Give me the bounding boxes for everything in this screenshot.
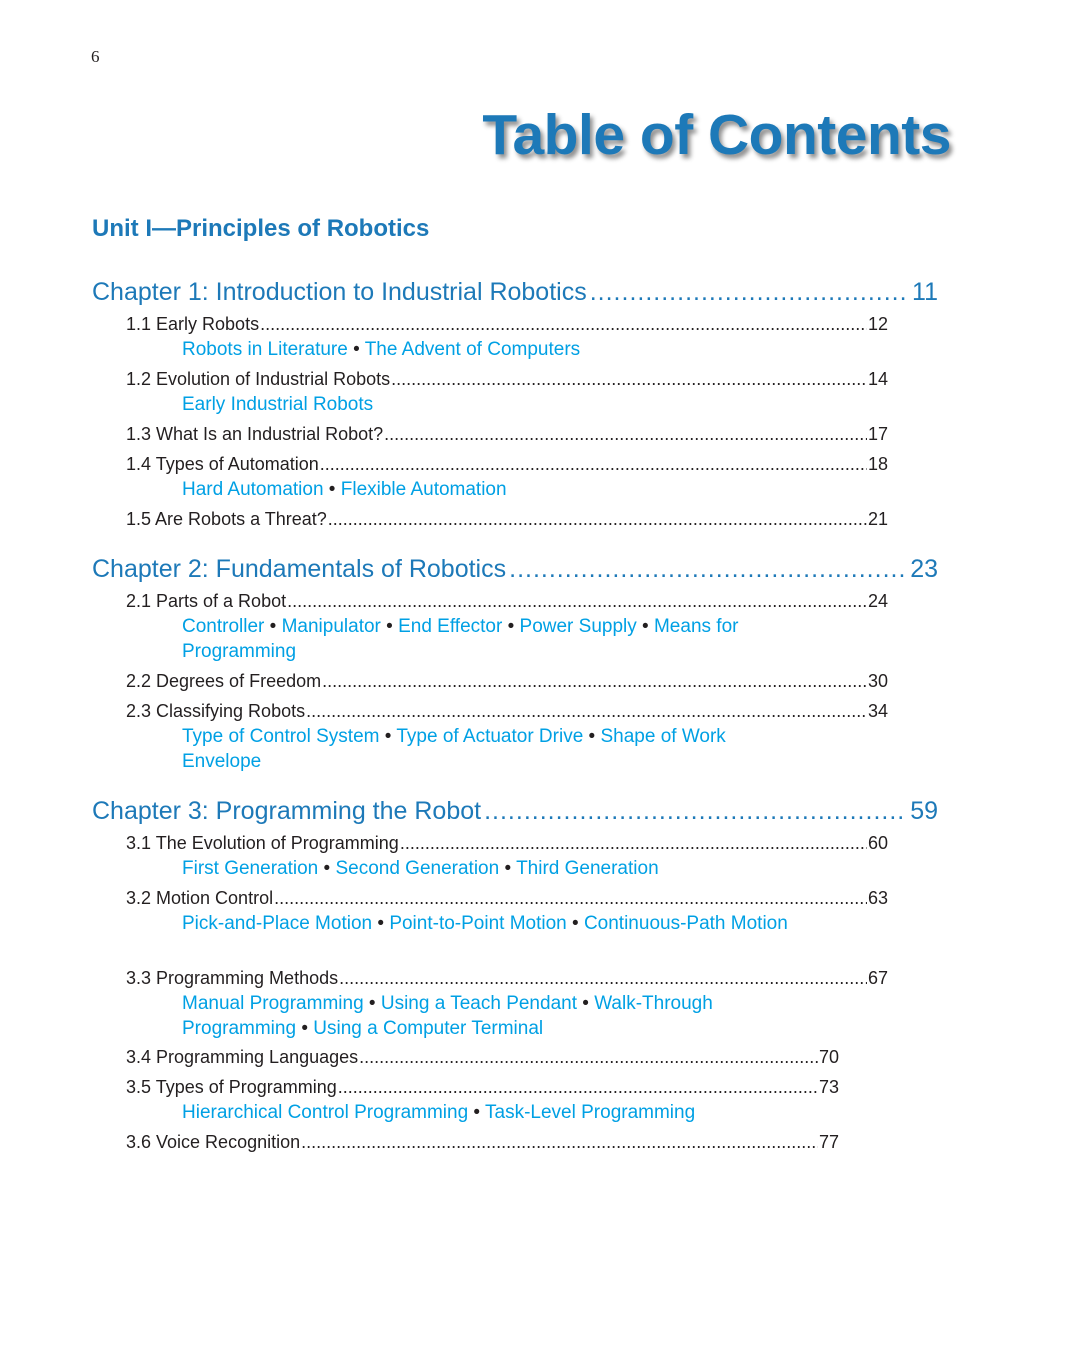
section-page-number: 24 xyxy=(867,591,888,611)
section-title: 1.1 Early Robots xyxy=(126,314,260,334)
dot-leader xyxy=(287,591,867,612)
topic-item[interactable]: Early Industrial Robots xyxy=(182,394,374,415)
section-title: 3.5 Types of Programming xyxy=(126,1077,337,1097)
section-entry-1-3[interactable] xyxy=(126,424,888,445)
section-title: 2.2 Degrees of Freedom xyxy=(126,671,322,691)
topic-item[interactable]: Shape of Work Envelope xyxy=(182,726,726,772)
chapter-1-entry[interactable] xyxy=(92,278,938,307)
section-title: 1.3 What Is an Industrial Robot? xyxy=(126,424,384,444)
section-title: 3.2 Motion Control xyxy=(126,888,274,908)
dot-leader xyxy=(509,555,907,584)
topic-item[interactable]: Second Generation xyxy=(335,858,500,879)
section-entry-1-4[interactable] xyxy=(126,454,888,475)
dot-leader xyxy=(260,314,867,335)
section-page-number: 77 xyxy=(818,1132,839,1152)
section-page-number: 60 xyxy=(867,833,888,853)
chapter-title: Chapter 3: Programming the Robot xyxy=(92,797,482,825)
section-page-number: 12 xyxy=(867,314,888,334)
chapter-2-entry[interactable] xyxy=(92,555,938,584)
section-entry-1-2[interactable] xyxy=(126,369,888,390)
section-title: 3.3 Programming Methods xyxy=(126,968,339,988)
section-entry-3-6[interactable] xyxy=(126,1132,839,1153)
dot-leader xyxy=(274,888,867,909)
topic-item[interactable]: Hierarchical Control Programming xyxy=(182,1102,469,1123)
topic-item[interactable]: Task-Level Programming xyxy=(485,1102,696,1123)
page-number: 6 xyxy=(91,47,100,66)
topic-list: Type of Control System • Type of Actuator Drive • Shape of Work Envelope xyxy=(182,726,726,772)
section-page-number: 34 xyxy=(867,701,888,721)
section-entry-3-4[interactable] xyxy=(126,1047,839,1068)
dot-leader xyxy=(484,797,907,826)
topic-item[interactable]: Walk-Through Programming xyxy=(182,993,713,1039)
topic-item[interactable]: Continuous-Path Motion xyxy=(583,913,788,934)
chapter-title: Chapter 1: Introduction to Industrial Robotics xyxy=(92,278,587,306)
topic-item[interactable]: Robots in Literature xyxy=(182,339,348,360)
dot-leader xyxy=(339,968,867,989)
topic-item[interactable]: The Advent of Computers xyxy=(364,339,581,360)
topic-item[interactable]: Point-to-Point Motion xyxy=(389,913,567,934)
section-page-number: 21 xyxy=(867,509,888,529)
topic-item[interactable]: Manual Programming xyxy=(182,993,364,1014)
section-entry-3-3[interactable] xyxy=(126,968,888,989)
topic-item[interactable]: Using a Computer Terminal xyxy=(313,1018,544,1039)
dot-leader xyxy=(320,454,867,475)
chapter-page-number: 11 xyxy=(912,278,938,306)
topic-list: First Generation • Second Generation • Third Generation xyxy=(182,858,659,879)
section-page-number: 17 xyxy=(867,424,888,444)
dot-leader xyxy=(338,1077,818,1098)
section-title: 1.5 Are Robots a Threat? xyxy=(126,509,327,529)
dot-leader xyxy=(590,278,909,307)
topic-item[interactable]: Means for Programming xyxy=(182,616,739,662)
topic-item[interactable]: Hard Automation xyxy=(182,479,324,500)
chapter-title: Chapter 2: Fundamentals of Robotics xyxy=(92,555,507,583)
dot-leader xyxy=(391,369,867,390)
topic-item[interactable]: Power Supply xyxy=(519,616,637,637)
topic-item[interactable]: Using a Teach Pendant xyxy=(380,993,577,1014)
chapter-3-entry[interactable] xyxy=(92,797,938,826)
chapter-page-number: 23 xyxy=(910,555,938,583)
topic-list: Manual Programming • Using a Teach Pendant • Walk-Through Programming • Using a Computer Terminal xyxy=(182,993,713,1039)
section-page-number: 18 xyxy=(867,454,888,474)
section-entry-1-1[interactable] xyxy=(126,314,888,335)
topic-list: Controller • Manipulator • End Effector • Power Supply • Means for Programming xyxy=(182,616,739,662)
page-title: Table of Contents xyxy=(482,103,951,167)
section-entry-1-5[interactable] xyxy=(126,509,888,530)
section-page-number: 30 xyxy=(867,671,888,691)
topic-item[interactable]: Type of Control System xyxy=(182,726,380,747)
dot-leader xyxy=(306,701,867,722)
topic-list: Hierarchical Control Programming • Task-Level Programming xyxy=(182,1102,696,1123)
section-entry-2-1[interactable] xyxy=(126,591,888,612)
chapter-page-number: 59 xyxy=(910,797,938,825)
topic-item[interactable]: Third Generation xyxy=(516,858,659,879)
section-title: 3.1 The Evolution of Programming xyxy=(126,833,399,853)
section-page-number: 14 xyxy=(867,369,888,389)
section-entry-3-5[interactable] xyxy=(126,1077,839,1098)
topic-list: Hard Automation • Flexible Automation xyxy=(182,479,507,500)
section-title: 2.1 Parts of a Robot xyxy=(126,591,287,611)
section-title: 1.2 Evolution of Industrial Robots xyxy=(126,369,391,389)
topic-item[interactable]: End Effector xyxy=(398,616,503,637)
dot-leader xyxy=(384,424,867,445)
section-entry-2-3[interactable] xyxy=(126,701,888,722)
section-entry-2-2[interactable] xyxy=(126,671,888,692)
section-title: 2.3 Classifying Robots xyxy=(126,701,306,721)
unit-title: Unit I—Principles of Robotics xyxy=(92,215,430,242)
dot-leader xyxy=(301,1132,818,1153)
topic-item[interactable]: Controller xyxy=(182,616,265,637)
section-entry-3-1[interactable] xyxy=(126,833,888,854)
section-page-number: 70 xyxy=(818,1047,839,1067)
section-title: 3.4 Programming Languages xyxy=(126,1047,359,1067)
dot-leader xyxy=(328,509,867,530)
topic-item[interactable]: Type of Actuator Drive xyxy=(396,726,584,747)
topic-item[interactable]: First Generation xyxy=(182,858,319,879)
dot-leader xyxy=(400,833,867,854)
section-page-number: 67 xyxy=(867,968,888,988)
topic-item[interactable]: Flexible Automation xyxy=(340,479,507,500)
dot-leader xyxy=(359,1047,818,1068)
topic-list: Pick-and-Place Motion • Point-to-Point Motion • Continuous-Path Motion xyxy=(182,913,788,934)
section-page-number: 63 xyxy=(867,888,888,908)
topic-item[interactable]: Manipulator xyxy=(281,616,381,637)
section-title: 1.4 Types of Automation xyxy=(126,454,319,474)
topic-list xyxy=(182,392,802,417)
section-page-number: 73 xyxy=(818,1077,839,1097)
topic-item[interactable]: Pick-and-Place Motion xyxy=(182,913,373,934)
section-title: 3.6 Voice Recognition xyxy=(126,1132,301,1152)
topic-list: Robots in Literature • The Advent of Computers xyxy=(182,339,581,360)
section-entry-3-2[interactable] xyxy=(126,888,888,909)
dot-leader xyxy=(322,671,867,692)
